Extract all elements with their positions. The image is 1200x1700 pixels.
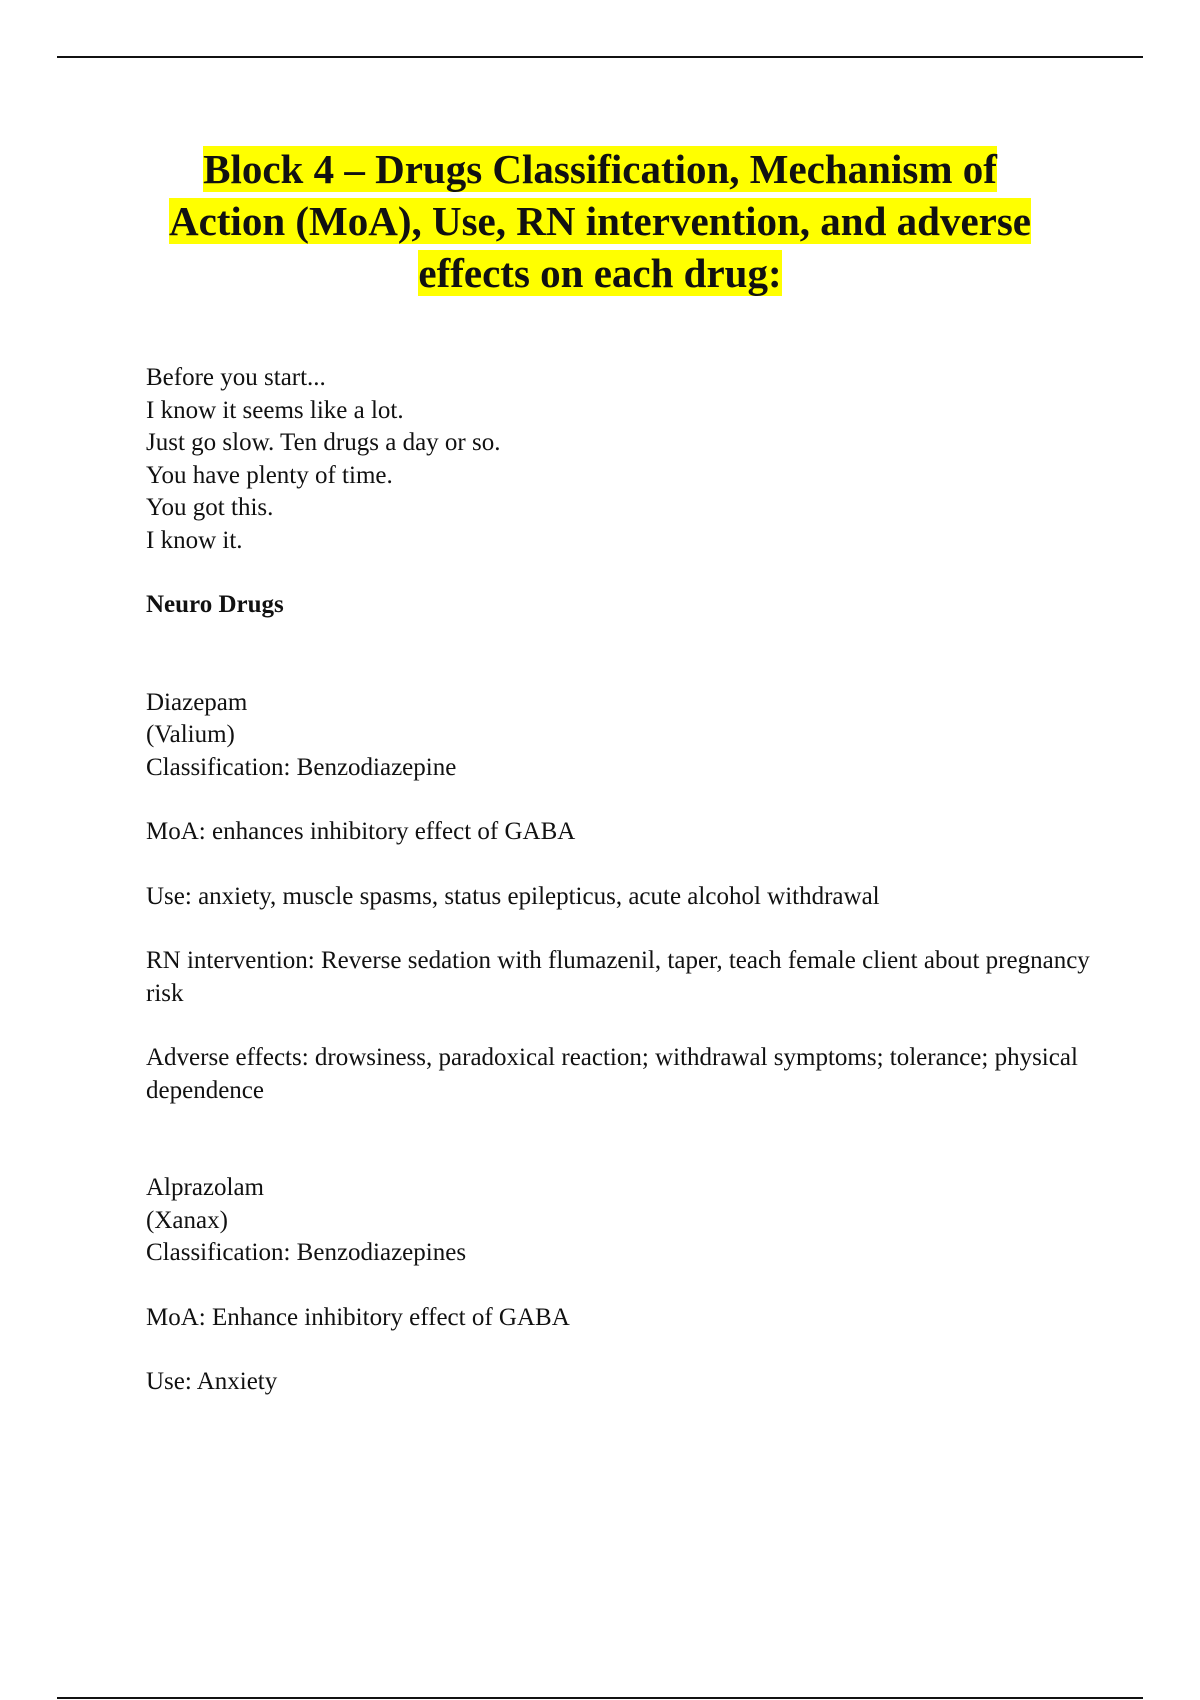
drug-entry-alprazolam [146,1172,1106,1399]
top-divider [57,56,1143,58]
intro-line: I know it seems like a lot. [146,396,404,424]
drug-brand: (Valium) [146,721,235,748]
drug-moa: MoA: enhances inhibitory effect of GABA [146,818,576,845]
drug-classification: Classification: Benzodiazepines [146,1239,467,1266]
drug-use: Use: anxiety, muscle spasms, status epilepticus, acute alcohol withdrawal [146,882,880,910]
intro-line: You got this. [146,494,274,521]
title-line-2: Action (MoA), Use, RN intervention, and adverse [168,198,1032,244]
drug-moa: MoA: Enhance inhibitory effect of GABA [146,1303,570,1331]
intro-line: You have plenty of time. [146,461,393,489]
intro-block [146,362,1106,557]
drug-entry-diazepam [146,687,1106,1108]
intro-line: Before you start... [146,364,326,391]
drug-name: Diazepam [146,688,248,716]
bottom-divider [57,1697,1143,1699]
drug-adverse-effects: Adverse effects: drowsiness, paradoxical reaction; withdrawal symptoms; tolerance; physical dependence [146,1044,1078,1104]
drug-brand: (Xanax) [146,1206,228,1234]
drug-rn-intervention: RN intervention: Reverse sedation with flumazenil, taper, teach female client about pregnancy risk [146,947,1090,1007]
section-heading: Neuro Drugs [146,591,284,618]
drug-use: Use: Anxiety [146,1368,278,1395]
page-title [100,143,1100,299]
drug-classification: Classification: Benzodiazepine [146,753,457,781]
title-line-3: effects on each drug: [418,250,782,296]
title-line-1: Block 4 – Drugs Classification, Mechanism of [203,146,997,192]
document-body [146,362,1106,1399]
drug-name: Alprazolam [146,1174,265,1201]
intro-line: Just go slow. Ten drugs a day or so. [146,429,501,456]
intro-line: I know it. [146,526,243,554]
